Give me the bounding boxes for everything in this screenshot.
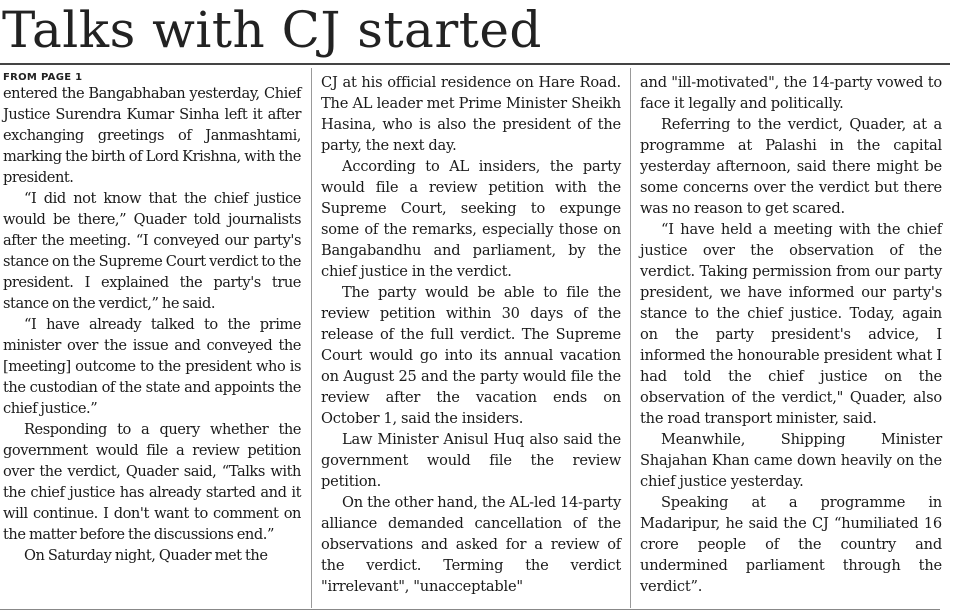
paragraph: “I did not know that the chief justice would be there,” Quader told journalists after the meeting. “I conveyed our party's stance on the Supreme Court verdict to the president. I explained the party's true stance on the verdict,” he said. [3, 190, 301, 312]
paragraph: Meanwhile, Shipping Minister Shajahan Khan came down heavily on the chief justice yesterday. [640, 431, 942, 490]
paragraph: On the other hand, the AL-led 14-party alliance demanded cancellation of the observations and asked for a review of the verdict. Terming the verdict "irrelevant", "unacceptable" [321, 494, 621, 595]
paragraph: “I have held a meeting with the chief justice over the observation of the verdict. Taking permission from our party president, we have informed our party's stance to the chief justice. Today, again on the party president's advice, I informed the honourable president what I had told the chief justice on the observation of the verdict," Quader, also the road transport minister, said. [640, 221, 942, 427]
column-divider [630, 68, 631, 608]
paragraph: and "ill-motivated", the 14-party vowed to face it legally and politically. [640, 74, 942, 112]
paragraph: Law Minister Anisul Huq also said the government would file the review petition. [321, 431, 621, 490]
paragraph: Responding to a query whether the government would file a review petition over the verdict, Quader said, “Talks with the chief justice has already started and it will continue. I don't want to comment on the matter before the discussions end.” [3, 421, 301, 543]
paragraph: Referring to the verdict, Quader, at a programme at Palashi in the capital yesterday afternoon, said there might be some concerns over the verdict but there was no reason to get scared. [640, 116, 942, 217]
bottom-rule [0, 609, 940, 610]
paragraph: The party would be able to file the review petition within 30 days of the release of the full verdict. The Supreme Court would go into its annual vacation on August 25 and the party would file the review after the vacation ends on October 1, said the insiders. [321, 284, 621, 427]
article-column-2 [321, 72, 621, 597]
headline: Talks with CJ started [2, 1, 542, 59]
paragraph: On Saturday night, Quader met the [24, 547, 268, 564]
continuation-kicker: FROM PAGE 1 [3, 72, 83, 83]
paragraph: CJ at his official residence on Hare Road. The AL leader met Prime Minister Sheikh Hasina, who is also the president of the party, the next day. [321, 74, 621, 154]
paragraph: According to AL insiders, the party would file a review petition with the Supreme Court, seeking to expunge some of the remarks, especially those on Bangabandhu and parliament, by the chief justice in the verdict. [321, 158, 621, 280]
paragraph: entered the Bangabhaban yesterday, Chief Justice Surendra Kumar Sinha left it after exchanging greetings of Janmashtami, marking the birth of Lord Krishna, with the president. [3, 85, 301, 186]
article-column-1 [3, 72, 301, 566]
headline-rule [0, 63, 950, 65]
paragraph: “I have already talked to the prime minister over the issue and conveyed the [meeting] outcome to the president who is the custodian of the state and appoints the chief justice.” [3, 316, 301, 417]
article-column-3 [640, 72, 942, 597]
paragraph: Speaking at a programme in Madaripur, he said the CJ “humiliated 16 crore people of the country and undermined parliament through the verdict”. [640, 494, 942, 595]
column-divider [311, 68, 312, 608]
